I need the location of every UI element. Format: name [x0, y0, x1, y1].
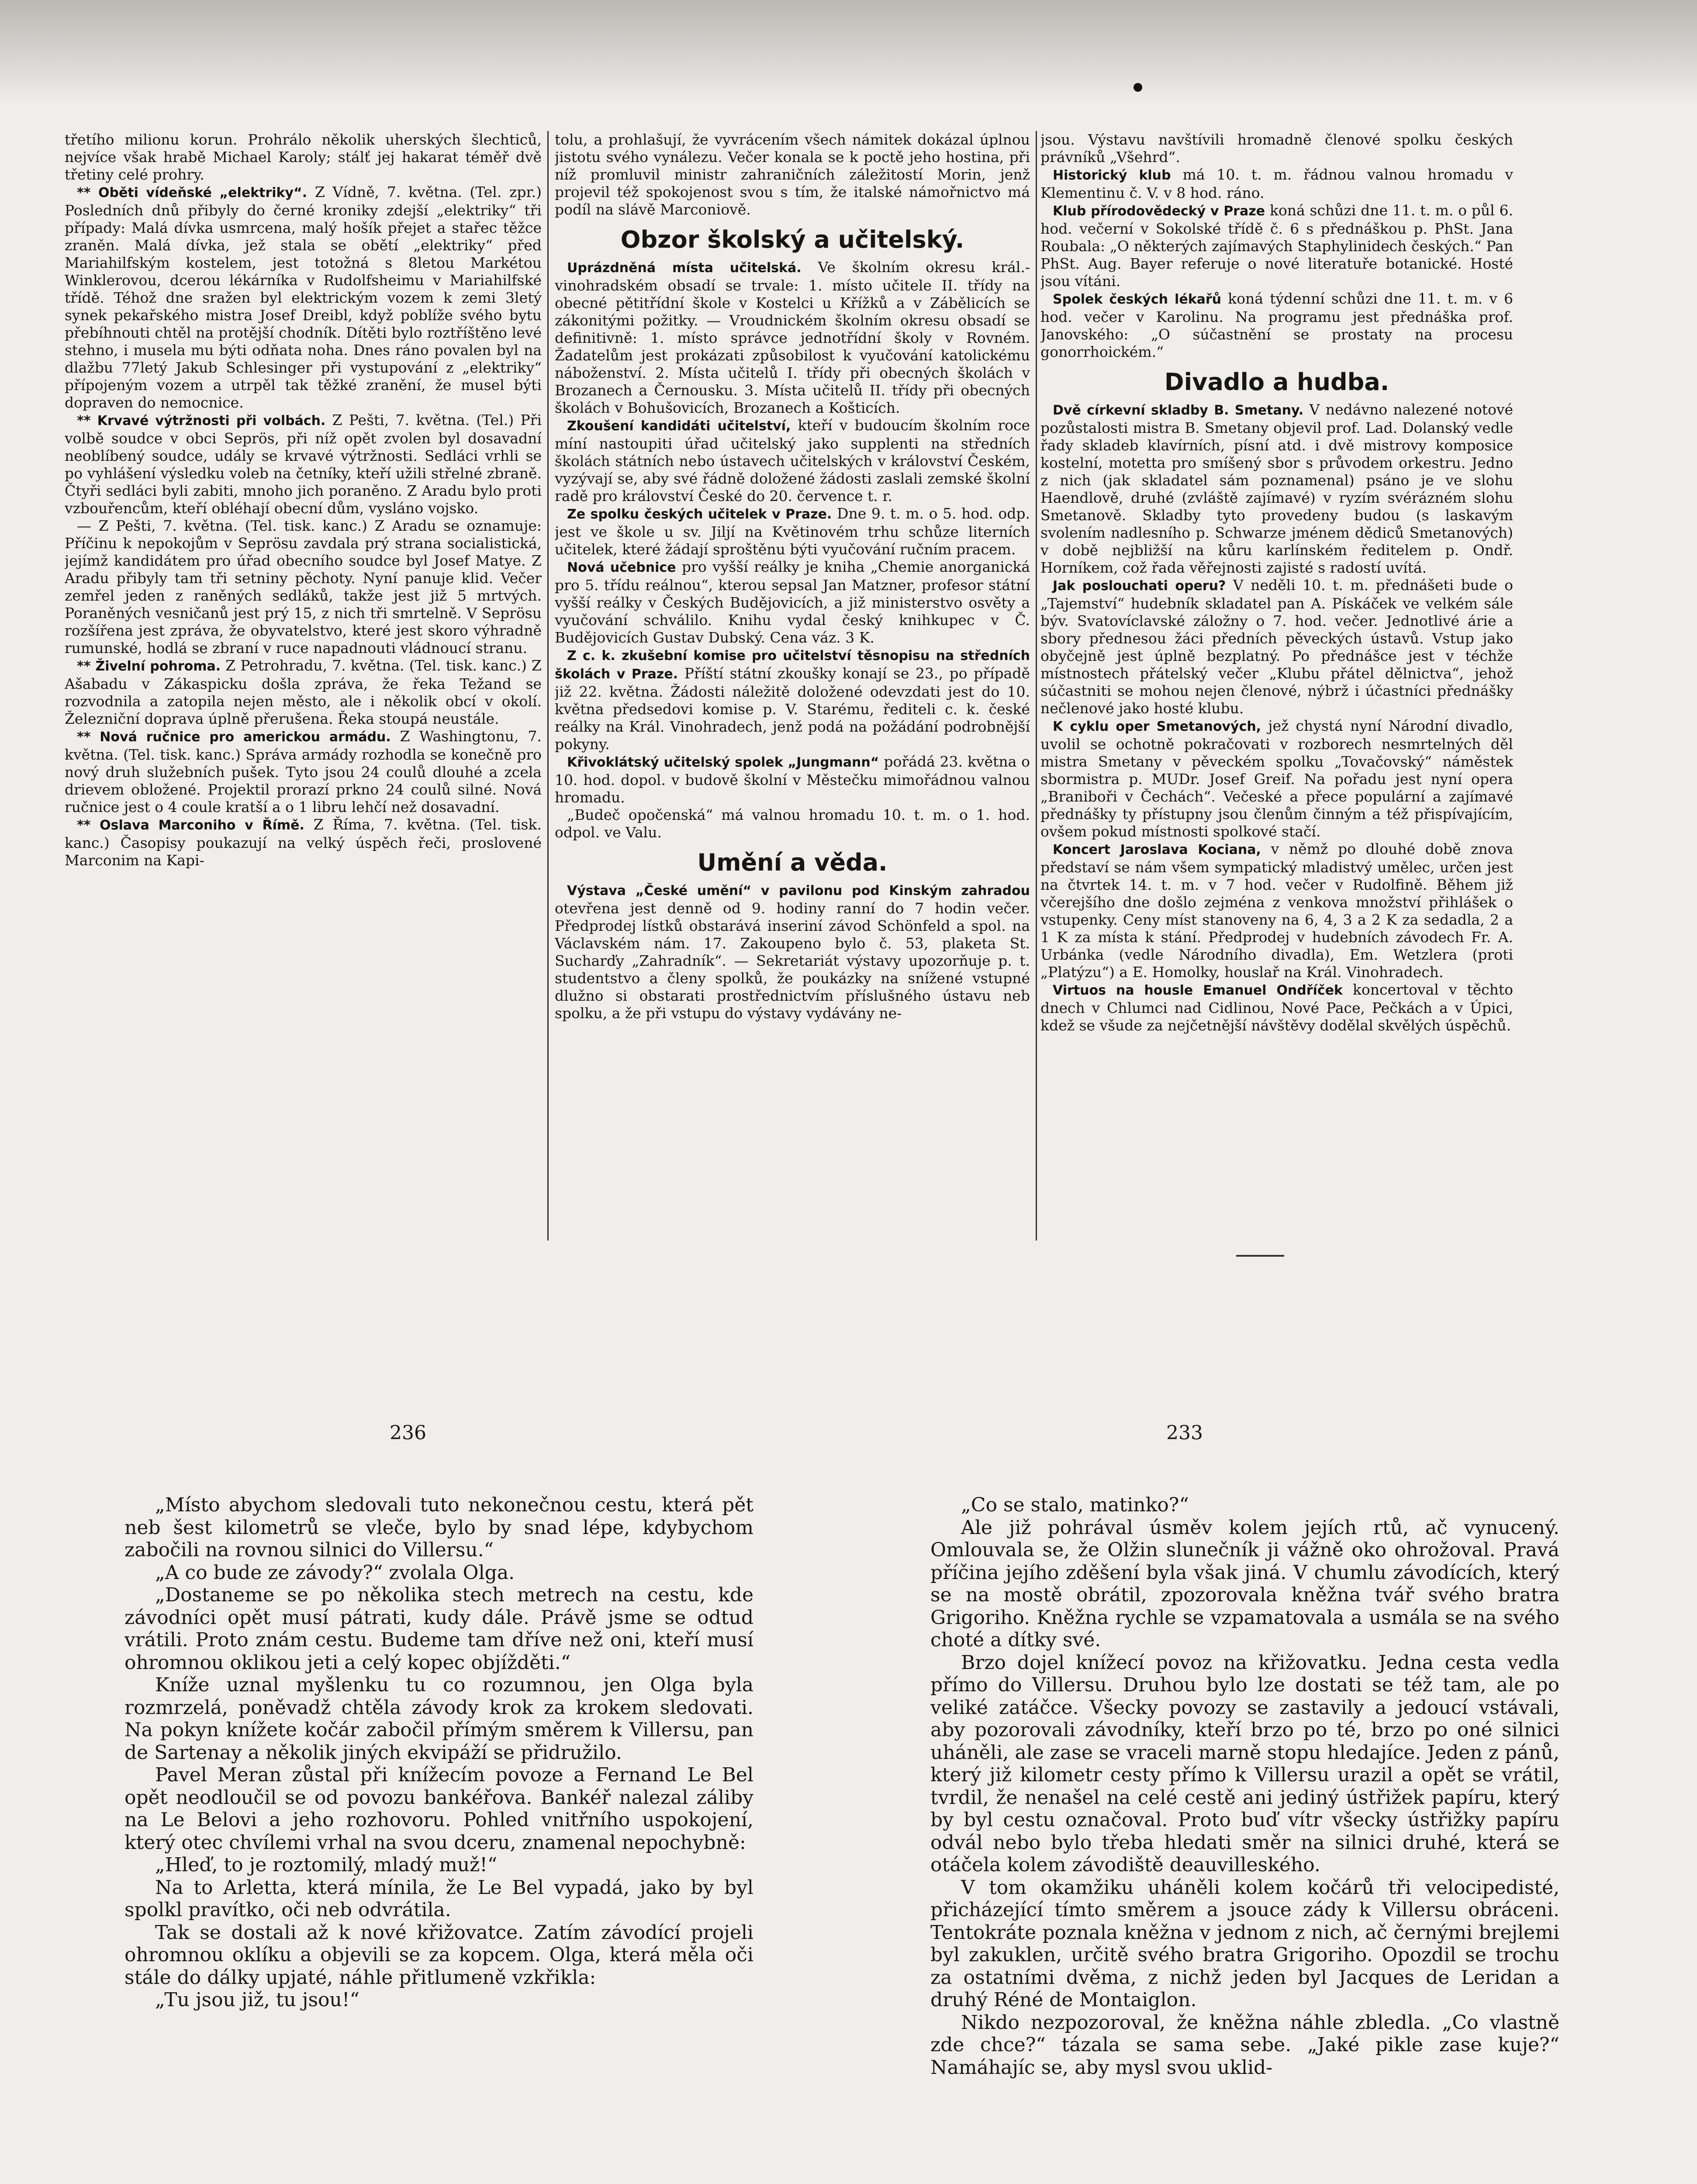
novel-paragraph: Brzo dojel knížecí povoz na křižovatku. Jedna cesta vedla přímo do Villersu. Druhou bylo lze dostati se též tam, ale po veliké zatáčce. Všecky povozy se zastavily a jedoucí vstávali, aby pozorovali závodníky, kteří brzo po té, brzo po oné silnici uháněli, ale zase se vraceli marně stopu hledajíce. Jeden z pánů, který již kilometr cesty přímo k Villersu urazil a opět se vrátil, tvrdil, že nenašel na celé cestě ani jediný ústřižek papíru, který by byl cestu označoval. Proto buď vítr všecky ústřižky papíru odvál nebo bylo třeba hledati směr na silnici druhé, která se otáčela kolem závodiště deauvilleského.: [930, 1651, 1559, 1876]
news-item-heading: ** Živelní pohroma.: [77, 659, 221, 674]
end-rule: [1236, 1255, 1284, 1257]
novel-paragraph: „Dostaneme se po několika stech metrech na cestu, kde závodníci opět musí pátrati, kudy dále. Právě jsme se odtud vrátili. Proto znám cestu. Budeme tam dříve než oni, kteří musí ohromnou oklikou jeti a celý kopec objížděti.“: [124, 1584, 753, 1674]
column-rule: [547, 131, 549, 1241]
news-item-text: koncertoval v těchto dnech v Chlumci nad Cidlinou, Nové Pace, Pečkách a v Úpici, kdež se všude za nejčetnější návštěvy dodělal skvělých úspěchů.: [1040, 981, 1513, 1034]
news-item: [555, 505, 1030, 558]
novel-column-left: [124, 1494, 753, 2184]
news-item-text: jsou. Výstavu navštívili hromadně členové spolku českých právníků „Všehrd“.: [1040, 131, 1513, 166]
news-item-text: Ve školním okresu král.-vinohradském obsadí se trvale: 1. místo učitele II. třídy na obecné pětitřídní škole v Kostelci u Křížků a v Zábělicích se zákonitými požitky. — Vroudnickém školním okresu obsadí se definitivně: 1. místo správce jednotřídní školy v Rovném. Žadatelům jest prokázati způsobilost k vyučování katolickému náboženství. 2. Místa učitelů I. třídy při obecných školách v Brozanech a Černousku. 3. Místa učitelů II. třídy při obecných školách v Bohušovicích, Brozanech a Košticích.: [555, 259, 1030, 416]
novel-paragraph: „Místo abychom sledovali tuto nekonečnou cestu, která pět neb šest kilometrů se vleče, bylo by snad lépe, kdybychom zabočili na rovnou silnici do Villersu.“: [124, 1494, 753, 1561]
news-item: [65, 183, 542, 411]
news-item-text: kteří v budoucím školním roce míní nastoupiti úřad učitelský jako supplenti na středních školách státních nebo ústavech učitelských v království Českém, vyzývají se, aby své řádně doložené žádosti zaslali zemské školní radě pro království České do 20. července t. r.: [555, 417, 1030, 505]
news-item: [1040, 202, 1513, 290]
news-item: [65, 411, 542, 517]
news-item: [555, 259, 1030, 417]
news-item-heading: Z c. k. zkušební komise pro učitelství těsnopisu na středních školách v Praze.: [555, 648, 1030, 682]
news-item-text: Dne 9. t. m. o 5. hod. odp. jest ve škole u sv. Jiljí na Květinovém trhu schůze literních učitelek, které žádají sproštěnu býti vyučování ručním pracem.: [555, 505, 1030, 558]
news-item: [555, 806, 1030, 841]
news-item: [1040, 166, 1513, 202]
news-item-heading: Dvě církevní skladby B. Smetany.: [1053, 403, 1304, 418]
scan-top-edge: [0, 0, 1697, 105]
news-item-text: Z Washingtonu, 7. května. (Tel. tisk. kanc.) Správa armády rozhodla se konečně pro nový druh služebních pušek. Tyto jsou 24 coulů dlouhé a zcela drievem obložené. Projektil prorazí prkno 24 coulů silné. Nová ručnice jest o 4 coule kratší a o 1 libru lehčí než dosavadní.: [65, 728, 542, 816]
news-item-text: V neděli 10. t. m. přednášeti bude o „Tajemství“ hudebník skladatel pan A. Pískáček ve velkém sále býv. Svatovíclavské záložny o 7. hod. večer. Jednotlivé árie a sbory přednesou žáci předních pěveckých ústavů. Vstup jako obyčejně jest úplně bezplatný. Po přednášce jest v téchže místnostech přátelský večer „Klubu přátel dělnictva“, jehož súčastniti se mohou nejen členové, nýbrž i účastníci přednášky nečlenové jako hosté klubu.: [1040, 577, 1513, 717]
news-item-heading: ** Krvavé výtržnosti při volbách.: [77, 413, 326, 429]
news-item-text: Z Petrohradu, 7. května. (Tel. tisk. kanc.) Z Ašabadu v Zákaspicku došla zpráva, že řeka Težand se rozvodnila a zatopila nejen město, ale i několik obcí v okolí. Železniční doprava úplně přerušena. Řeka stoupá neustále.: [65, 657, 542, 727]
news-item: [555, 417, 1030, 505]
news-item: [65, 517, 542, 657]
news-item-heading: Historický klub: [1053, 168, 1171, 183]
news-item-heading: Uprázdněná místa učitelská.: [567, 260, 802, 276]
news-item-text: Z Říma, 7. května. (Tel. tisk. kanc.) Časopisy poukazují na velký úspěch řeči, proslovené Marconim na Kapi-: [65, 816, 542, 869]
novel-paragraph: „A co bude ze závody?“ zvolala Olga.: [155, 1561, 515, 1584]
novel-paragraph: Nikdo nezpozoroval, že kněžna náhle zbledla. „Co vlastně zde chce?“ tázala se sama sebe. „Jaké pikle zase kuje?“ Namáhajíc se, aby mysl svou uklid-: [930, 2011, 1559, 2079]
news-item: [1040, 717, 1513, 840]
page-number-right: 233: [1166, 1422, 1203, 1444]
novel-column-right: [930, 1494, 1559, 2184]
news-column-right: [1040, 131, 1513, 1245]
section-heading: Umění a věda.: [697, 849, 888, 876]
news-item-text: V nedávno nalezené notové pozůstalosti mistra B. Smetany objevil prof. Lad. Dolanský vedle řady skladeb klavírních, písní atd. i dvě mistrovy komposice kostelní, motetta pro smíšený sbor s průvodem orkestru. Jedno z nich (jak skladatel sám poznamenal) psáno je ve slohu Haendlově, druhé (zvláště zajímavé) v ryzím svérázném slohu Smetanově. Skladby tyto provedeny budou (s laskavým svolením nadlesního p. Schwarze jménem dědiců Smetanových) v době nejbližší na kůru karlínském ředitelem p. Ondř. Horníkem, což řada věřejnosti zajisté s radostí uvítá.: [1040, 401, 1513, 576]
column-rule: [1036, 131, 1037, 1241]
section-heading: Obzor školský a učitelský.: [620, 226, 964, 253]
news-item-heading: Jak poslouchati operu?: [1053, 578, 1226, 594]
news-item-heading: Křivoklátský učitelský spolek „Jungmann“: [567, 755, 879, 770]
news-item: [555, 753, 1030, 806]
scan-speck: [1134, 83, 1142, 92]
news-item: [1040, 290, 1513, 361]
news-item-text: Z Pešti, 7. května. (Tel.) Při volbě soudce v obci Seprös, při níž opět zvolen byl dosavadní neoblíbený soudce, udály se krvavé výtržnosti. Sedláci vrhli se po vyhlášení výsledku voleb na četníky, kteří užili střelné zbraně. Čtyři sedláci byli zabiti, mnoho jich poraněno. Z Aradu bylo proti vzbouřencům, kteří obléhají obecní dům, vysláno vojsko.: [65, 411, 542, 517]
news-item-heading: ** Oslava Marconiho v Římě.: [77, 818, 304, 833]
news-item-heading: Klub přírodovědecký v Praze: [1053, 204, 1265, 219]
news-item-text: třetího milionu korun. Prohrálo několik uherských šlechticů, nejvíce však hrabě Michael Karoly; stálť jej hakarat téměř dvě třetiny celé prohry.: [65, 131, 542, 183]
news-item-text: koná týdenní schůzi dne 11. t. m. v 6 hod. večer v Karolinu. Na programu jest přednáška prof. Janovského: „O súčastnění se prostaty na procesu gonorrhoickém.“: [1040, 290, 1513, 360]
novel-paragraph: Na to Arletta, která mínila, že Le Bel vypadá, jako by byl spolkl pravítko, oči neb odvrátila.: [124, 1876, 753, 1921]
news-item-text: má 10. t. m. řádnou valnou hromadu v Klementinu č. V. v 8 hod. ráno.: [1040, 166, 1513, 201]
news-item-text: tolu, a prohlašují, že vyvrácením všech námitek dokázal úplnou jistotu svého vynálezu. Večer konala se k poctě jeho hostina, při níž promluvil ministr zahraničních záležitostí Morin, jenž projevil též spokojenost svou s tím, že italské námořnictvo má podíl na slávě Marconiově.: [555, 131, 1030, 218]
novel-paragraph: Pavel Meran zůstal při knížecím povoze a Fernand Le Bel opět neodloučil se od povozu bankéřova. Bankéř nalezal záliby na Le Belovi a jeho rozhovoru. Pohled vnitřního uspokojení, který otec chvílemi vrhal na svou dceru, znamenal nepochybně:: [124, 1764, 753, 1854]
news-item: [1040, 981, 1513, 1034]
novel-paragraph: „Hleď, to je roztomilý, mladý muž!“: [155, 1854, 498, 1876]
news-item: [1040, 401, 1513, 577]
news-item: [1040, 577, 1513, 717]
news-item-text: jež chystá nyní Národní divadlo, uvolil se ochotně pokračovati v rozborech nesmrtelných děl mistra Smetany v pěveckém spolku „Tovačovský“ náměstek sbormistra p. MUDr. Josef Greif. Na pořadu jest nyní opera „Braniboři v Čechách“. Večeské a přece populární a zajímavé přednášky ty přístupny jsou členům činným a též přispívajícím, ovšem pokud místnosti spolkové stačí.: [1040, 717, 1513, 840]
news-item-heading: Zkoušení kandidáti učitelství,: [567, 418, 791, 434]
news-item-text: Příští státní zkoušky konají se 23., po případě již 22. května. Žádosti náležitě doložené odevzdati jest do 10. května předsedovi komise p. V. Starému, řediteli c. k. české reálky na Král. Vinohradech, jenž podá na požádání podrobnější pokyny.: [555, 665, 1030, 753]
news-item: [555, 131, 1030, 218]
novel-paragraph: Ale již pohrával úsměv kolem jejích rtů, ač vynucený. Omlouvala se, že Olžin slunečník ji vážně oko ohrožoval. Pravá příčina jejího zděšení byla však jiná. V chumlu závodících, který se na mostě obrátil, zpozorovala kněžna tvář svého bratra Grigoriho. Kněžna rychle se vzpamatovala a usmála se na svého choté a dítky své.: [930, 1516, 1559, 1651]
news-item-heading: K cyklu oper Smetanových,: [1053, 719, 1262, 734]
news-item: [65, 728, 542, 816]
news-item: [65, 657, 542, 728]
news-item-heading: Virtuos na housle Emanuel Ondříček: [1053, 983, 1343, 998]
news-item-heading: Výstava „České umění“ v pavilonu pod Kinským zahradou: [567, 883, 1030, 898]
news-item-text: „Budeč opočenská“ má valnou hromadu 10. t. m. o 1. hod. odpol. ve Valu.: [555, 806, 1030, 841]
page-number-left: 236: [390, 1422, 426, 1444]
news-item-text: Z Vídně, 7. května. (Tel. zpr.) Posledních dnů přibyly do černé kroniky zdejší „elektriky“ tři případy: Malá dívka usmrcena, malý hošík přejet a stařec těžce zraněn. Malá dívka, jež stala se obětí „elektriky“ před Mariahilfským kostelem, jest totožná s 8letou Markétou Winklerovou, dcerou lékárníka v Rudolfsheimu v Mariahilfské třídě. Téhož dne sražen byl elektrickým vozem k zemi 3letý synek pekařského mistra Josef Dreibl, když poblíže svého bytu přebíhnouti chtěl na protější chodník. Dítěti bylo roztříštěno levé stehno, i musela mu býti odňata noha. Dnes ráno povalen byl na dlažbu 77letý Jakub Schlesinger při vystupování z „elektriky“ přípojeným vozem a utrpěl tak těžké zranění, že musel býti dopraven do nemocnice.: [65, 183, 542, 411]
section-heading: Divadlo a hudba.: [1164, 368, 1389, 396]
news-item: [1040, 840, 1513, 981]
news-item: [65, 816, 542, 869]
novel-paragraph: „Tu jsou již, tu jsou!“: [155, 1989, 360, 2011]
news-item-text: pořádá 23. května o 10. hod. dopol. v budově školní v Městečku mimořádnou valnou hromadu.: [555, 753, 1030, 806]
news-item: [65, 131, 542, 183]
novel-paragraph: Kníže uznal myšlenku tu co rozumnou, jen Olga byla rozmrzelá, poněvadž chtěla závody krok za krokem sledovati. Na pokyn knížete kočár zabočil přímým směrem k Villersu, pan de Sartenay a několik jiných ekvipáží se přidružilo.: [124, 1674, 753, 1764]
news-item-heading: ** Nová ručnice pro americkou armádu.: [77, 729, 391, 745]
news-item: [555, 881, 1030, 1022]
news-item-heading: Nová učebnice: [567, 560, 676, 575]
news-item-heading: Ze spolku českých učitelek v Praze.: [567, 507, 832, 522]
news-column-left: [65, 131, 542, 1243]
news-item: [1040, 131, 1513, 166]
news-item-text: pro vyšší reálky je kniha „Chemie anorganická pro 5. třídu reálnou“, kterou sepsal Jan Matzner, profesor státní vyšší reálky v Českých Budějovicích, a již ministerstvo osvěty a vyučování schválilo. Knihu vydal český knihkupec v Č. Budějovicích Gustav Dubský. Cena váz. 3 K.: [555, 558, 1030, 646]
novel-paragraph: Tak se dostali až k nové křižovatce. Zatím závodící projeli ohromnou oklíku a objevili se za kopcem. Olga, která měla oči stále do dálky upjaté, náhle přitlumeně vzkřikla:: [124, 1921, 753, 1989]
news-item: [555, 558, 1030, 646]
news-item-text: otevřena jest denně od 9. hodiny ranní do 7 hodin večer. Předprodej lístků obstarává inseriní závod Schönfeld a spol. na Václavském nám. 17. Zakoupeno bylo č. 53, plaketa St. Sucharďy „Zahradník“. — Sekretariát výstavy upozorňuje p. t. studentstvo a členy spolků, že poukázky na snížené vstupné dlužno si obstarati prostřednictvím příslušného ústavu neb spolku, a že při vstupu do výstavy vydávány ne-: [555, 900, 1030, 1022]
news-item: [555, 646, 1030, 753]
novel-paragraph: V tom okamžiku uháněli kolem kočárů tři velocipedisté, přicházející tímto směrem a jsouce zády k Villersu obráceni. Tentokráte poznala kněžna v jednom z nich, ač černými brejlemi byl zakuklen, určitě svého bratra Grigoriho. Opozdil se trochu za ostatními dvěma, z nichž jeden byl Jacques de Leridan a druhý Réné de Montaiglon.: [930, 1876, 1559, 2011]
news-item-heading: Spolek českých lékařů: [1053, 292, 1222, 307]
news-item-heading: Koncert Jaroslava Kociana,: [1053, 842, 1261, 857]
news-item-text: — Z Pešti, 7. května. (Tel. tisk. kanc.) Z Aradu se oznamuje: Příčinu k nepokojům v Seprösu zavdala prý strana socialistická, jejímž kandidátem pro úřad obecního soudce byl Josef Matye. Z Aradu přibyly tam tři setniny pěchoty. Nyní panuje klid. Večer zemřel jeden z raněných sedláků, takže jest již 5 mrtvých. Poraněných vesničanů jest prý 15, z nich tři smrtelně. V Seprösu rozšířena jest zpráva, že obyvatelstvo, které jest skoro výhradně rumunské, hodlá se zbraní v ruce napadnouti vládnoucí stranu.: [65, 517, 542, 657]
news-item-text: koná schůzi dne 11. t. m. o půl 6. hod. večerní v Sokolské třídě č. 6 s přednáškou p. PhSt. Jana Roubala: „O některých zajímavých Staphylinidech českých.“ Pan PhSt. Aug. Bayer referuje o nové literatuře botanické. Hosté jsou vítáni.: [1040, 202, 1513, 290]
news-item-heading: ** Oběti vídeňské „elektriky“.: [77, 185, 308, 200]
news-column-middle: [555, 131, 1030, 1245]
news-item-text: v němž po dlouhé době znova představí se nám všem sympatický mladistvý umělec, určen jest na čtvrtek 14. t. m. v 7 hod. večer v Rudolfině. Během již včerejšího dne došlo zejména z venkova množství přihlášek o vstupenky. Ceny míst stanoveny na 6, 4, 3 a 2 K za sedadla, 2 a 1 K za místa k stání. Předprodej v hudebních závodech Fr. A. Urbánka (vedle Národního divadla), Em. Wetzlera (proti „Platýzu“) a E. Homolky, houslař na Král. Vinohradech.: [1040, 840, 1513, 981]
novel-paragraph: „Co se stalo, matinko?“: [961, 1494, 1189, 1516]
